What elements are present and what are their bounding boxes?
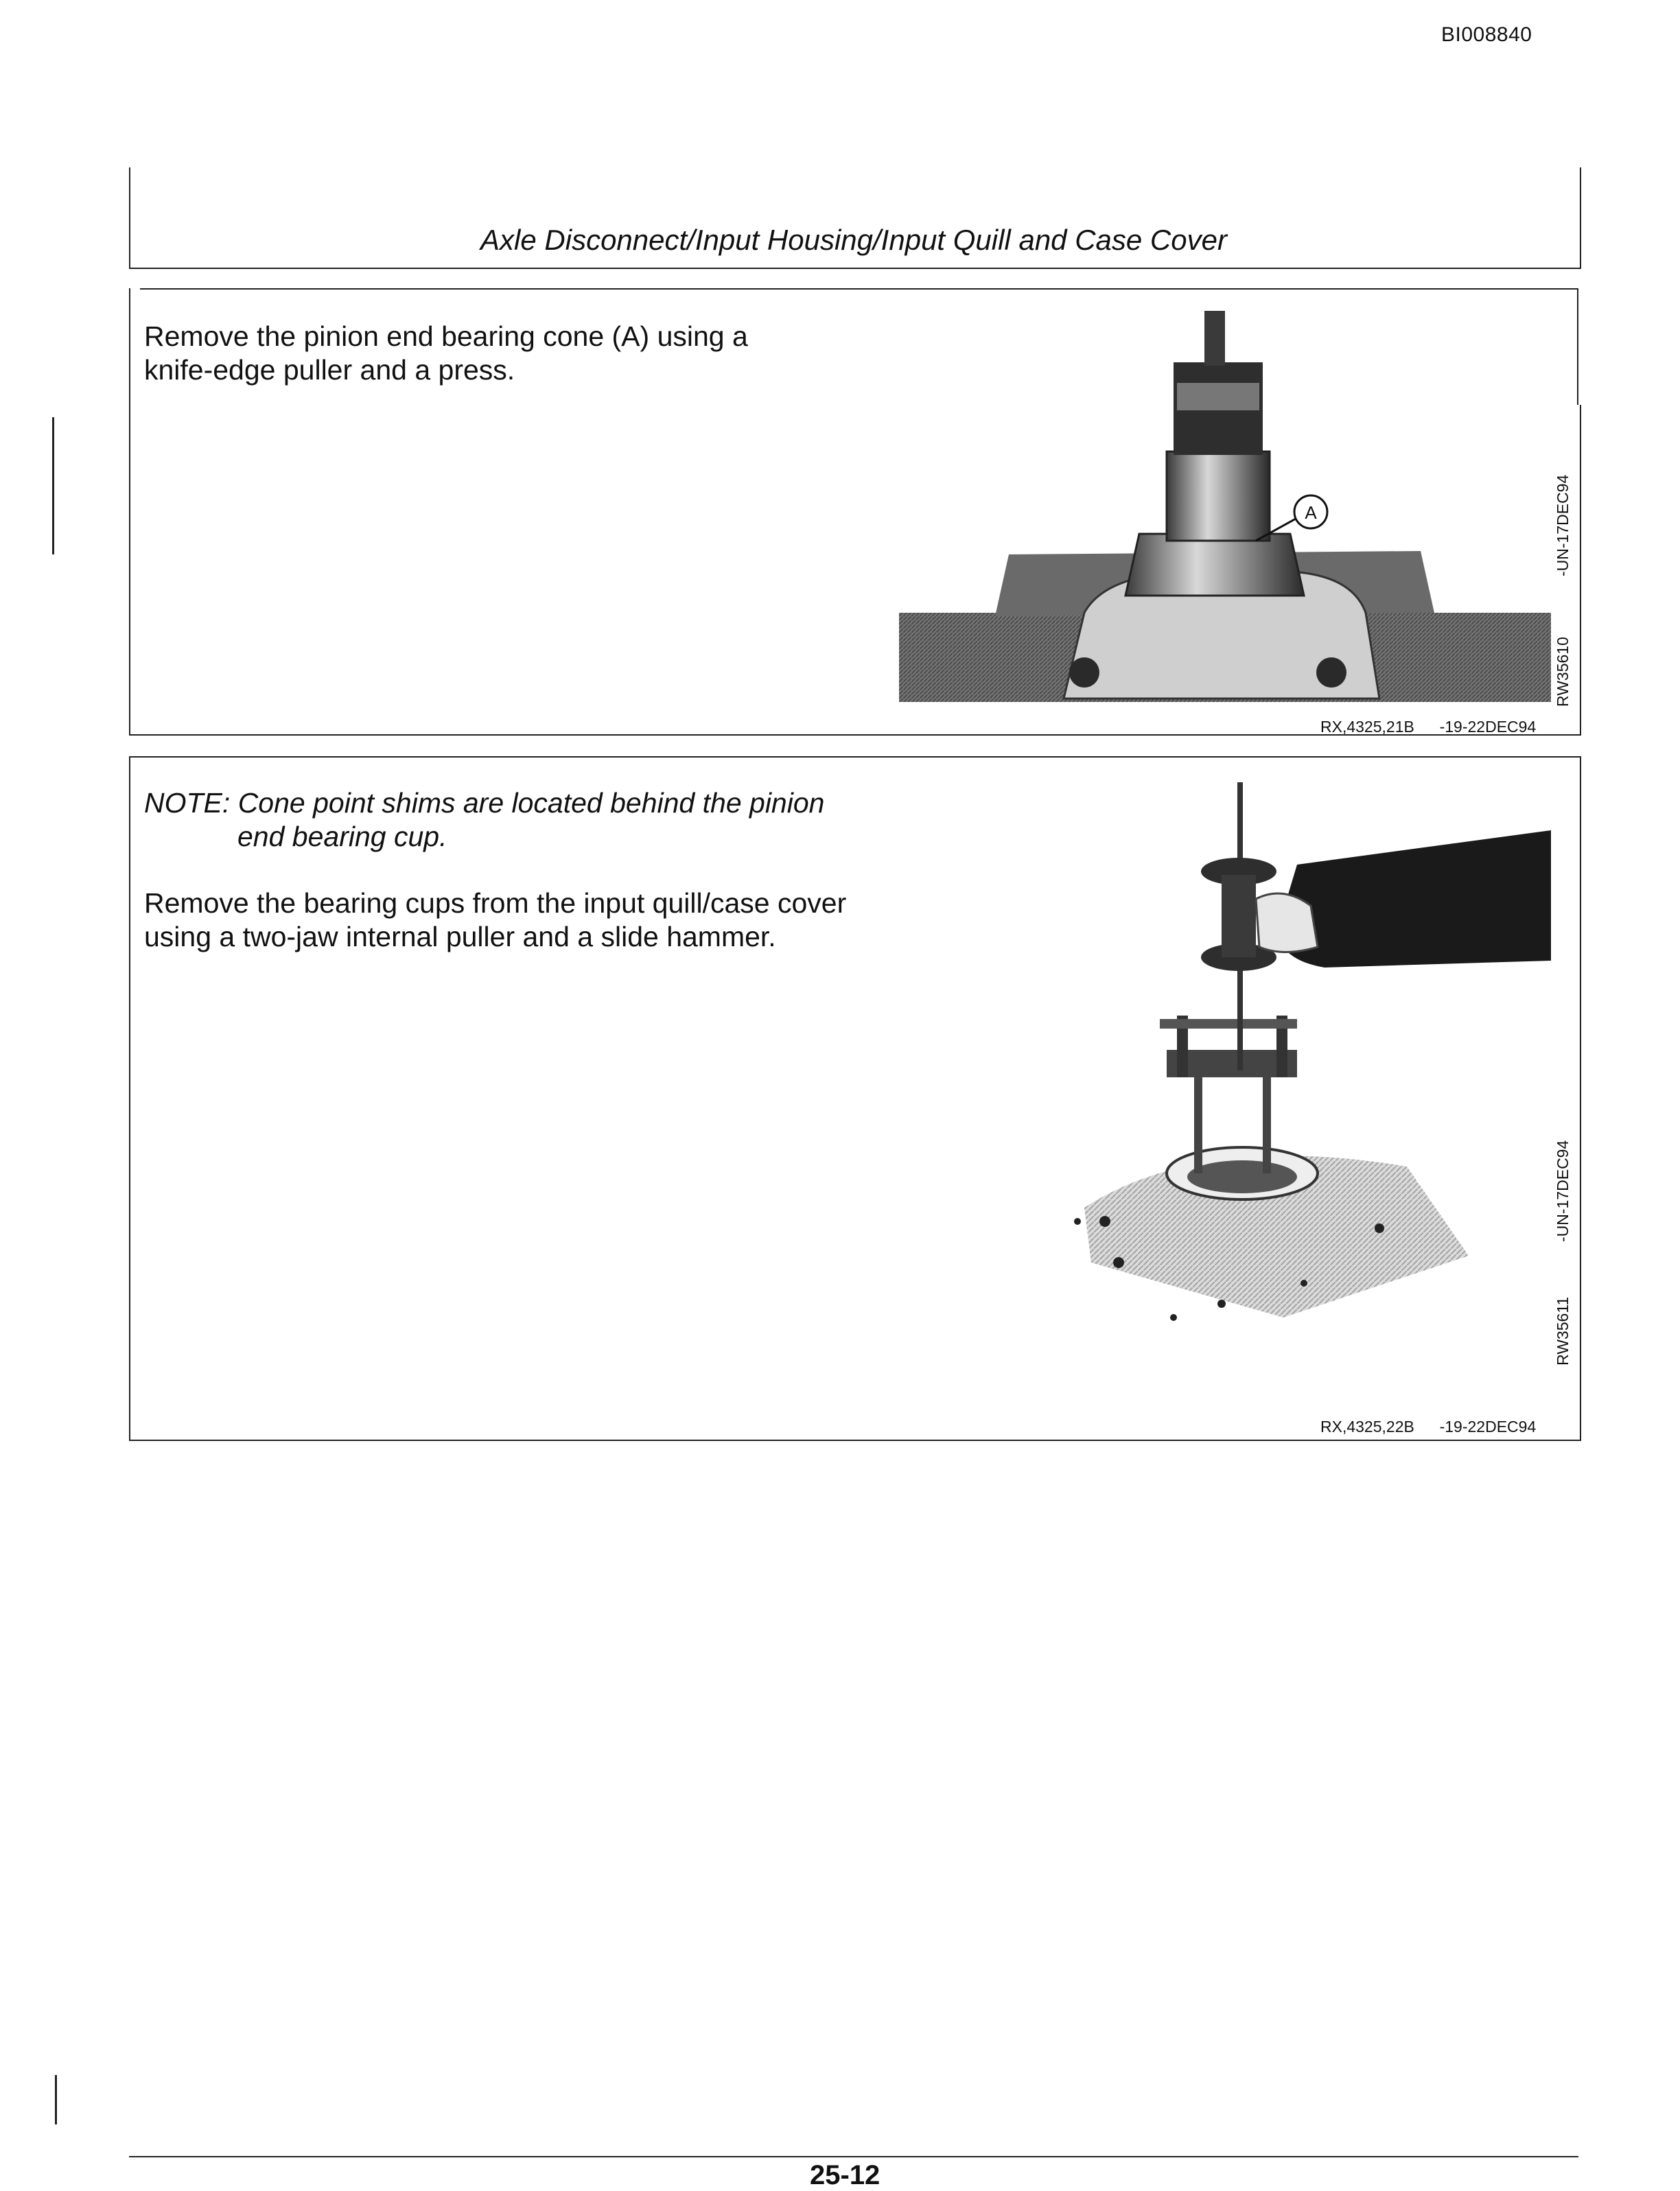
instruction-line: Remove the pinion end bearing cone (A) using a bbox=[144, 320, 748, 352]
figure-code-left: RW35611 bbox=[1554, 1296, 1572, 1366]
note-text-line-1: Cone point shims are located behind the pinion bbox=[237, 787, 825, 819]
figure-code-right: -UN-17DEC94 bbox=[1554, 1140, 1572, 1242]
note-label: NOTE: bbox=[144, 787, 231, 819]
note-line-1 bbox=[144, 786, 913, 820]
reference-date: -19-22DEC94 bbox=[1439, 1418, 1537, 1436]
document-id: BI008840 bbox=[1441, 23, 1532, 46]
slide-hammer-puller-drawing bbox=[995, 782, 1551, 1359]
section-2-instructions bbox=[144, 887, 933, 954]
section-1-right-edge-top bbox=[1577, 288, 1578, 405]
section-top-rule bbox=[140, 288, 1577, 290]
slide-hammer-puller-photo bbox=[995, 782, 1551, 1359]
footer-rule bbox=[129, 2156, 1578, 2157]
instruction-line: Remove the bearing cups from the input quill/case cover bbox=[144, 887, 847, 919]
section-2-note bbox=[144, 786, 913, 854]
figure-code-left: RW35610 bbox=[1554, 637, 1572, 707]
instruction-line: using a two-jaw internal puller and a slide hammer. bbox=[144, 921, 776, 952]
page-title: Axle Disconnect/Input Housing/Input Quill and Case Cover bbox=[480, 224, 1227, 256]
margin-mark bbox=[52, 417, 54, 554]
pinion-bearing-cone-drawing bbox=[899, 307, 1551, 709]
instruction-line: knife-edge puller and a press. bbox=[144, 354, 515, 386]
callout-a-label: A bbox=[1305, 502, 1317, 523]
section-1-left-edge-top bbox=[129, 288, 130, 405]
figure-code-right: -UN-17DEC94 bbox=[1554, 474, 1572, 576]
pinion-bearing-cone-photo bbox=[899, 307, 1551, 709]
reference-code bbox=[1320, 718, 1536, 736]
margin-mark bbox=[55, 2075, 57, 2124]
reference-id: RX,4325,22B bbox=[1320, 1418, 1414, 1436]
reference-code bbox=[1320, 1418, 1536, 1436]
page-number: 25-12 bbox=[810, 2160, 880, 2190]
reference-date: -19-22DEC94 bbox=[1439, 718, 1537, 736]
reference-id: RX,4325,21B bbox=[1320, 718, 1414, 736]
section-1-instructions bbox=[144, 320, 830, 387]
note-text-line-2: end bearing cup. bbox=[237, 821, 447, 852]
